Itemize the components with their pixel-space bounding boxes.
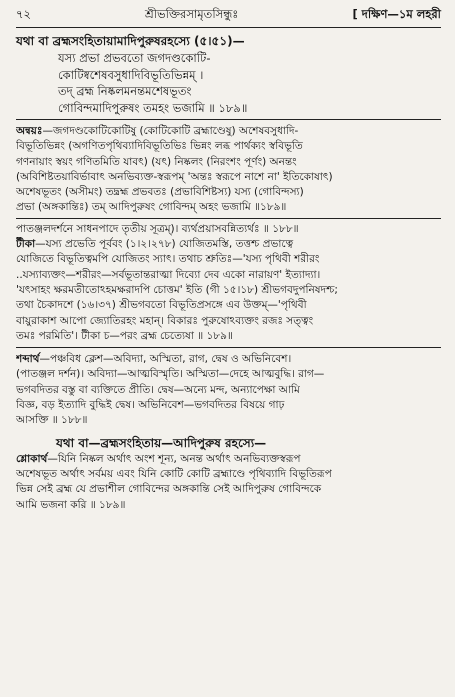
sanskrit-verse xyxy=(16,50,441,116)
page-number: ৭২ xyxy=(16,7,31,21)
tika-line: যোজিতে বিভূতিত্বমপি যোজিতং স্যাৎ। তথাচ শ্রুতিঃ—'যস্য পৃথিবী শরীরং xyxy=(16,253,320,266)
anvaya-paragraph xyxy=(16,124,441,216)
verse-heading: যথা বা ব্রহ্মসংহিতায়ামাদিপুরুষরহস্যে (৫।৫১)— xyxy=(16,34,245,48)
shlokartha-line: —যিনি নিষ্কল অর্থাৎ অংশ শূন্য, অনন্ত অর্থাৎ অনভিব্যক্তস্বরূপ xyxy=(47,452,301,465)
anvaya-rule xyxy=(16,218,441,219)
anvaya-line: (অবিশিষ্টতয়াবির্ভাবাৎ অনভিব্যক্ত-স্বরূপম্ 'অন্তঃ স্বরূপে নাশে না' ইতিকোষাৎ) xyxy=(16,170,333,183)
verse-heading-bengali: যথা বা—ব্রহ্মসংহিতায়—আদিপুরুষ রহস্যে— xyxy=(56,435,267,450)
shabdartha-line: —পঞ্চবিধ ক্লেশ—অবিদ্যা, অস্মিতা, রাগ, দ্বেষ ও অভিনিবেশ। xyxy=(39,353,292,366)
footnote-text: পাতঞ্জলদর্শনে সাধনপাদে তৃতীয় সূত্রম্)। ব্যর্থপ্রয়াসবন্নিত্যর্থঃ ॥ ১৮৮॥ xyxy=(16,222,299,235)
anvaya-line: অশেষভূতং (অসীমং) তদ্ব্রহ্ম প্রভবতঃ (প্রভাবিশিষ্টস্য) যস্য (গোবিন্দস্য) xyxy=(16,186,304,199)
verse-line: গোবিন্দমাদিপুরুষং তমহং ভজামি ॥ ১৮৯॥ xyxy=(58,100,248,115)
section-title: [ দক্ষিণ—১ম লহরী xyxy=(352,7,441,21)
shlokartha-paragraph xyxy=(16,452,441,513)
book-title: শ্রীভক্তিরসামৃতসিন্ধুঃ xyxy=(145,7,239,21)
tika-line: তথা চৈকাদশে (১৬।৩৭) শ্রীভগবতো বিভূতিপ্রসঙ্গে এব উক্তম্—'পৃথিবী xyxy=(16,299,307,312)
shlokartha-line: আমি ভজনা করি ॥ ১৮৯॥ xyxy=(16,498,126,511)
verse-line: কোটিষ্বশেষবসুধাদিবিভূতিভিন্নম্ । xyxy=(58,67,204,82)
tika-rule xyxy=(16,347,441,348)
anvaya-line: বিভূতিভিন্নং (অগণিতপৃথিব্যাদিবিভূতিভিঃ ভিন্নং লব্ধ পার্থক্যং স্ববিভূতি xyxy=(16,140,303,153)
shlokartha-line: অশেষভূত অর্থাৎ সর্বময় এবং যিনি কোটি কোটি ব্রহ্মাণ্ডে পৃথিব্যাদি বিভূতিরূপ xyxy=(16,467,332,480)
shlokartha-line: ভিন্ন সেই ব্রহ্ম যে প্রভাশীল গোবিন্দের অঙ্গকান্তি সেই আদিপুরুষ গোবিন্দকে xyxy=(16,483,322,496)
shabdartha-line: আসক্তি ॥ ১৮৮॥ xyxy=(16,414,88,427)
shabdartha-paragraph xyxy=(16,352,441,428)
shlokartha-label: শ্লোকার্থ xyxy=(16,452,48,465)
verse-line: যস্য প্রভা প্রভবতো জগদণ্ডকোটি- xyxy=(58,51,211,65)
tika-line: তমঃ পরমিতি'। টীকা চ—পরং ব্রহ্ম চেত্যেষা ॥ ১৮৯॥ xyxy=(16,329,233,342)
footnote xyxy=(16,222,441,237)
anvaya-label: অন্বয়ঃ xyxy=(16,125,43,137)
tika-line: বায়ুরাকাশ আপো জ্যোতিরহং মহান্। বিকারঃ পুরুষোঽব্যক্তং রজঃ সত্ত্বং xyxy=(16,314,314,327)
shabdartha-label: শব্দার্থ xyxy=(16,353,40,366)
tika-label: টীকা xyxy=(16,238,36,251)
anvaya-line: গণনায়াং স্বয়ং গণিতমিতি যাবৎ) (যৎ) নিষ্কলং (নিরংশং পূর্ণং) অনন্তং xyxy=(16,155,297,168)
shabdartha-line: ভগবদিতর বস্তু বা ব্যক্তিতে প্রীতি। দ্বেষ—অন্যে মন্দ, অন্যাপেক্ষা আমি xyxy=(16,383,300,396)
shabdartha-line: বিজ্ঞ, বড় ইত্যাদি বুদ্ধিই দ্বেষ। অভিনিবেশ—ভগবদিতর বিষয়ে গাঢ় xyxy=(16,399,285,412)
verse-line: তদ্ ব্রহ্ম নিষ্কলমনন্তমশেষভূতং xyxy=(58,84,192,98)
anvaya-line: —জগদণ্ডকোটিকোটিষু (কোটিকোটি ব্রহ্মাণ্ডেষু) অশেষবসুধাদি- xyxy=(42,125,299,137)
header-rule xyxy=(16,27,441,28)
verse-rule xyxy=(16,119,441,120)
anvaya-line: প্রভা (অঙ্গকান্তিঃ) তম্ আদিপুরুষং গোবিন্দম্ অহং ভজামি ॥১৮৯॥ xyxy=(16,201,287,214)
shabdartha-line: (পাতঞ্জল দর্শন)। অবিদ্যা—আত্মবিস্মৃতি। অস্মিতা—দেহে আত্মবুদ্ধি। রাগ— xyxy=(16,368,325,381)
tika-line: ..যস্যাব্যক্তং—শরীরং—সর্বভূতান্তরাত্মা দিব্যো দেব একো নারায়ণ' ইত্যাদ্যা। xyxy=(16,268,321,281)
page-header xyxy=(16,6,441,24)
tika-line: 'যৎসাহং ক্ষরমতীতোঽহমক্ষরাদপি চোত্তম' ইতি (গী ১৫।১৮) শ্রীভগবদুপনিষদশ্চ; xyxy=(16,283,338,296)
tika-line: —যস্য প্রভেতি পূর্ববং (১।২।২৭৮) যোজিতমস্তি, তত্তশ্চ প্রভাত্বে xyxy=(35,238,294,251)
tika-paragraph xyxy=(16,237,441,344)
